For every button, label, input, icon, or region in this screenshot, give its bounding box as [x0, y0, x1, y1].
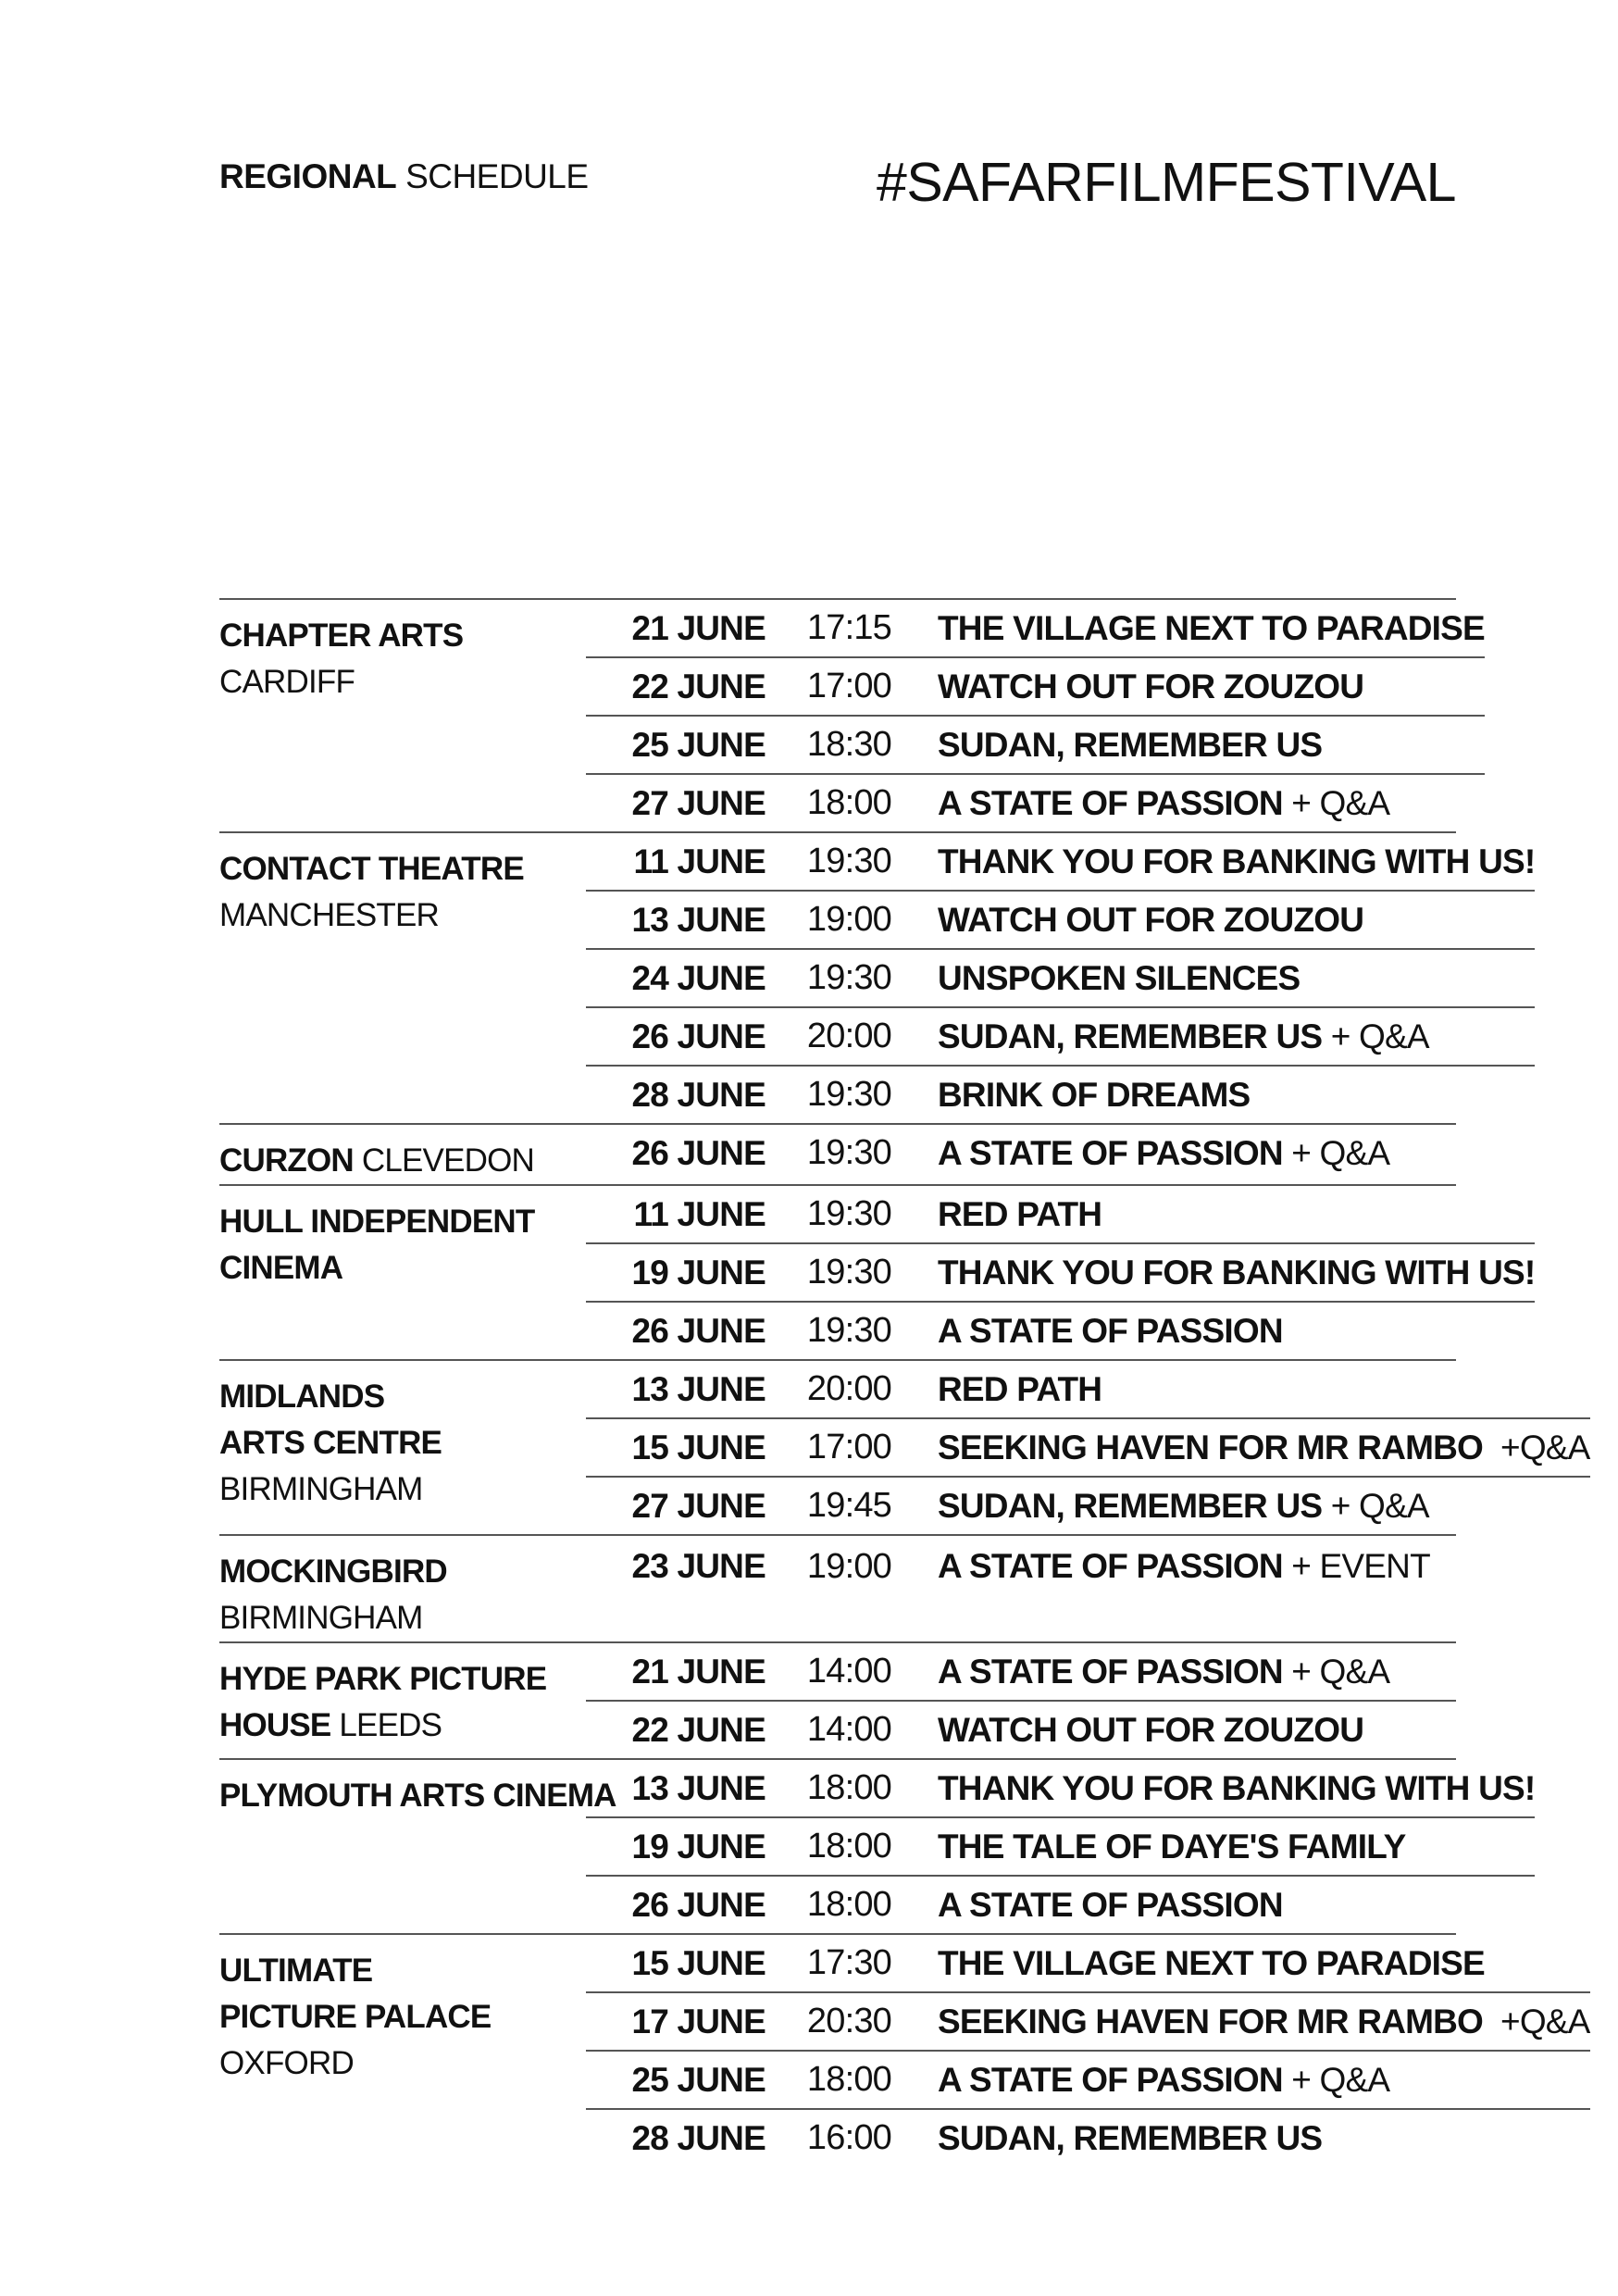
screening-time: 14:00: [806, 1710, 891, 1749]
screening-time: 17:30: [806, 1943, 891, 1982]
venue-name-line: [219, 613, 586, 659]
film-title: A STATE OF PASSION: [938, 783, 1283, 822]
screening-list: [586, 1536, 1456, 1641]
screening-date: 15 JUNE: [631, 1943, 765, 1982]
film-extra: +Q&A: [1483, 2002, 1590, 2040]
screening-time: 19:30: [806, 958, 891, 997]
venue-name-line: [219, 1994, 586, 2040]
screening-row: [586, 717, 1485, 775]
venue-name: [219, 833, 586, 1123]
film: [891, 784, 1389, 823]
screening-row: [586, 1244, 1535, 1303]
film: [891, 1134, 1389, 1173]
venue-row: [219, 1361, 1590, 1536]
screening-date: 28 JUNE: [631, 2118, 765, 2157]
screening-time: 17:00: [806, 1428, 891, 1466]
schedule-table: [219, 598, 1590, 2166]
film-title: WATCH OUT FOR ZOUZOU: [938, 667, 1364, 705]
screening-time: 18:00: [806, 783, 891, 822]
screening-time: 19:00: [806, 1547, 891, 1586]
film-extra: + Q&A: [1282, 2060, 1390, 2099]
screening-row: [586, 833, 1535, 892]
venue-name-line: [219, 1138, 586, 1184]
venue-name: [219, 1186, 586, 1359]
film: [891, 1653, 1389, 1691]
venue-name-bold: CHAPTER ARTS: [219, 618, 464, 654]
screening-time: 20:30: [806, 2002, 891, 2040]
screening-time: 19:00: [806, 900, 891, 939]
film-extra: +Q&A: [1483, 1428, 1590, 1466]
film: [891, 668, 1363, 706]
screening-row: [586, 1643, 1456, 1702]
screening-date: 13 JUNE: [631, 1369, 765, 1408]
film-title: SEEKING HAVEN FOR MR RAMBO: [938, 2002, 1484, 2040]
film: [891, 1487, 1429, 1526]
screening-row: [586, 1419, 1590, 1478]
film: [891, 1429, 1590, 1467]
screening-row: [586, 1361, 1590, 1419]
venue-row: [219, 600, 1485, 833]
screening-row: [586, 2110, 1590, 2166]
screening-list: [586, 1125, 1456, 1184]
venue-name-line: [219, 1374, 586, 1420]
screening-row: [586, 2052, 1590, 2110]
screening-list: [586, 1186, 1535, 1359]
screening-time: 17:15: [806, 608, 891, 647]
screening-time: 18:00: [806, 1768, 891, 1807]
venue-name-line: [219, 1549, 586, 1595]
screening-time: 20:00: [806, 1017, 891, 1055]
screening-time: 18:00: [806, 2060, 891, 2099]
screening-row: [586, 1303, 1535, 1359]
screening-row: [586, 1993, 1590, 2052]
film-title: THE VILLAGE NEXT TO PARADISE: [938, 608, 1485, 647]
venue-row: [219, 1125, 1456, 1186]
screening-row: [586, 1008, 1535, 1067]
screening-date: 11 JUNE: [633, 842, 765, 880]
film-title: A STATE OF PASSION: [938, 1311, 1283, 1350]
screening-date: 24 JUNE: [631, 958, 765, 997]
film: [891, 609, 1485, 648]
screening-date: 22 JUNE: [631, 1710, 765, 1749]
venue-row: [219, 1935, 1590, 2166]
screening-row: [586, 658, 1485, 717]
venue-name: [219, 1760, 616, 1933]
film-title: SUDAN, REMEMBER US: [938, 2118, 1323, 2157]
venue-row: [219, 1186, 1536, 1361]
screening-time: 16:00: [806, 2118, 891, 2157]
venue-row: [219, 1536, 1456, 1643]
film: [891, 1886, 1283, 1925]
film-title: SEEKING HAVEN FOR MR RAMBO: [938, 1428, 1484, 1466]
venue-name-bold: HOUSE: [219, 1707, 331, 1743]
venue-name-bold: HYDE PARK PICTURE: [219, 1661, 547, 1697]
film: [891, 901, 1363, 940]
venue-name-line: [219, 1420, 586, 1466]
film-title: SUDAN, REMEMBER US: [938, 1017, 1323, 1055]
film-extra: + Q&A: [1322, 1017, 1429, 1055]
screening-date: 21 JUNE: [631, 608, 765, 647]
screening-date: 22 JUNE: [631, 667, 765, 705]
film-title: A STATE OF PASSION: [938, 1652, 1283, 1691]
venue-name-line: [219, 1773, 616, 1819]
film-title: A STATE OF PASSION: [938, 1885, 1283, 1924]
screening-date: 19 JUNE: [631, 1253, 765, 1292]
film-title: THE VILLAGE NEXT TO PARADISE: [938, 1943, 1485, 1982]
venue-city: LEEDS: [330, 1707, 442, 1743]
screening-list: [586, 1760, 1535, 1933]
venue-name-line: [219, 846, 586, 892]
screening-row: [586, 600, 1485, 658]
film-title: RED PATH: [938, 1194, 1102, 1233]
venue-city: CLEVEDON: [353, 1142, 534, 1179]
screening-row: [586, 1818, 1535, 1877]
schedule-heading-rest: SCHEDULE: [405, 157, 589, 195]
venue-row: [219, 1760, 1536, 1935]
screening-time: 14:00: [806, 1652, 891, 1691]
screening-time: 19:30: [806, 1253, 891, 1292]
screening-date: 27 JUNE: [631, 1486, 765, 1525]
screening-date: 25 JUNE: [631, 2060, 765, 2099]
screening-list: [586, 600, 1485, 831]
venue-name-line: [219, 1199, 586, 1245]
venue-name-line: [219, 1703, 586, 1749]
venue-city: CARDIFF: [219, 664, 355, 700]
screening-time: 19:30: [806, 1133, 891, 1172]
screening-date: 26 JUNE: [631, 1133, 765, 1172]
screening-row: [586, 1935, 1590, 1993]
film: [891, 1017, 1429, 1056]
film: [891, 2119, 1322, 2158]
screening-row: [586, 1067, 1535, 1123]
venue-name: [219, 1643, 586, 1758]
film: [891, 2061, 1389, 2100]
venue-name-line: [219, 1948, 586, 1994]
screening-date: 21 JUNE: [631, 1652, 765, 1691]
screening-time: 18:00: [806, 1827, 891, 1866]
film-title: UNSPOKEN SILENCES: [938, 958, 1301, 997]
film: [891, 726, 1322, 765]
film-title: RED PATH: [938, 1369, 1102, 1408]
film-extra: + EVENT: [1282, 1547, 1430, 1585]
screening-row: [586, 950, 1535, 1008]
film-title: WATCH OUT FOR ZOUZOU: [938, 1710, 1364, 1749]
screening-date: 28 JUNE: [631, 1075, 765, 1114]
screening-time: 20:00: [806, 1369, 891, 1408]
venue-name-line: [219, 1245, 586, 1292]
schedule-heading: [219, 157, 589, 196]
screening-row: [586, 1702, 1456, 1758]
screening-row: [586, 1760, 1535, 1818]
screening-row: [586, 892, 1535, 950]
screening-row: [586, 1125, 1456, 1181]
screening-time: 19:30: [806, 1194, 891, 1233]
screening-row: [586, 1877, 1535, 1933]
film-title: A STATE OF PASSION: [938, 1547, 1283, 1585]
venue-city: OXFORD: [219, 2045, 354, 2081]
screening-date: 23 JUNE: [631, 1547, 765, 1585]
venue-name-bold: CONTACT THEATRE: [219, 851, 524, 887]
venue-name: [219, 1361, 586, 1534]
screening-list: [586, 1935, 1590, 2166]
screening-list: [586, 1643, 1456, 1758]
screening-date: 25 JUNE: [631, 725, 765, 764]
screening-date: 11 JUNE: [633, 1194, 765, 1233]
venue-name-line: [219, 1656, 586, 1703]
venue-name-bold: CURZON: [219, 1142, 354, 1179]
screening-date: 26 JUNE: [631, 1017, 765, 1055]
screening-row: [586, 1536, 1456, 1633]
screening-date: 27 JUNE: [631, 783, 765, 822]
venue-row: [219, 833, 1536, 1125]
film: [891, 1312, 1283, 1351]
screening-list: [586, 833, 1535, 1123]
screening-time: 18:30: [806, 725, 891, 764]
film-extra: + Q&A: [1282, 1652, 1390, 1691]
film: [891, 842, 1535, 881]
screening-time: 19:30: [806, 842, 891, 880]
screening-time: 19:30: [806, 1075, 891, 1114]
film: [891, 959, 1300, 998]
film-extra: + Q&A: [1282, 783, 1390, 822]
venue-name: [219, 1125, 586, 1184]
screening-date: 15 JUNE: [631, 1428, 765, 1466]
film: [891, 1195, 1101, 1234]
schedule-heading-bold: REGIONAL: [219, 157, 397, 195]
film: [891, 1711, 1363, 1750]
screening-time: 17:00: [806, 667, 891, 705]
screening-date: 13 JUNE: [631, 900, 765, 939]
venue-city: BIRMINGHAM: [219, 1471, 423, 1507]
screening-row: [586, 1186, 1535, 1244]
film-title: THE TALE OF DAYE'S FAMILY: [938, 1827, 1406, 1866]
film-title: WATCH OUT FOR ZOUZOU: [938, 900, 1364, 939]
venue-city: BIRMINGHAM: [219, 1600, 423, 1636]
screening-date: 26 JUNE: [631, 1311, 765, 1350]
film: [891, 1769, 1535, 1808]
screening-time: 18:00: [806, 1885, 891, 1924]
venue-name-bold: ARTS CENTRE: [219, 1425, 442, 1461]
venue-name-bold: HULL INDEPENDENT: [219, 1204, 535, 1240]
film-title: A STATE OF PASSION: [938, 1133, 1283, 1172]
film: [891, 1547, 1430, 1586]
film-extra: + Q&A: [1282, 1133, 1390, 1172]
venue-row: [219, 1643, 1456, 1760]
venue-name: [219, 1536, 586, 1641]
venue-name-bold: MOCKINGBIRD: [219, 1554, 447, 1590]
film-extra: + Q&A: [1322, 1486, 1429, 1525]
screening-date: 13 JUNE: [631, 1768, 765, 1807]
venue-name: [219, 600, 586, 831]
venue-name-bold: PICTURE PALACE: [219, 1999, 492, 2035]
film: [891, 1944, 1485, 1983]
screening-time: 19:30: [806, 1311, 891, 1350]
venue-name-bold: MIDLANDS: [219, 1379, 385, 1415]
screening-row: [586, 1478, 1590, 1534]
film-title: SUDAN, REMEMBER US: [938, 1486, 1323, 1525]
film-title: BRINK OF DREAMS: [938, 1075, 1251, 1114]
film-title: THANK YOU FOR BANKING WITH US!: [938, 1253, 1536, 1292]
film-title: THANK YOU FOR BANKING WITH US!: [938, 842, 1536, 880]
venue-name-bold: CINEMA: [219, 1250, 343, 1286]
venue-name-bold: PLYMOUTH ARTS CINEMA: [219, 1778, 616, 1814]
screening-date: 26 JUNE: [631, 1885, 765, 1924]
screening-date: 19 JUNE: [631, 1827, 765, 1866]
venue-name-bold: ULTIMATE: [219, 1953, 373, 1989]
film: [891, 1828, 1406, 1866]
screening-row: [586, 775, 1485, 831]
film: [891, 1254, 1535, 1292]
screening-list: [586, 1361, 1590, 1534]
venue-city: MANCHESTER: [219, 897, 440, 933]
film: [891, 1076, 1250, 1115]
festival-hashtag: #SAFARFILMFESTIVAL: [877, 152, 1456, 213]
film: [891, 2003, 1590, 2041]
film-title: A STATE OF PASSION: [938, 2060, 1283, 2099]
film-title: SUDAN, REMEMBER US: [938, 725, 1323, 764]
screening-date: 17 JUNE: [631, 2002, 765, 2040]
film: [891, 1370, 1101, 1409]
screening-time: 19:45: [806, 1486, 891, 1525]
film-title: THANK YOU FOR BANKING WITH US!: [938, 1768, 1536, 1807]
venue-name: [219, 1935, 586, 2166]
